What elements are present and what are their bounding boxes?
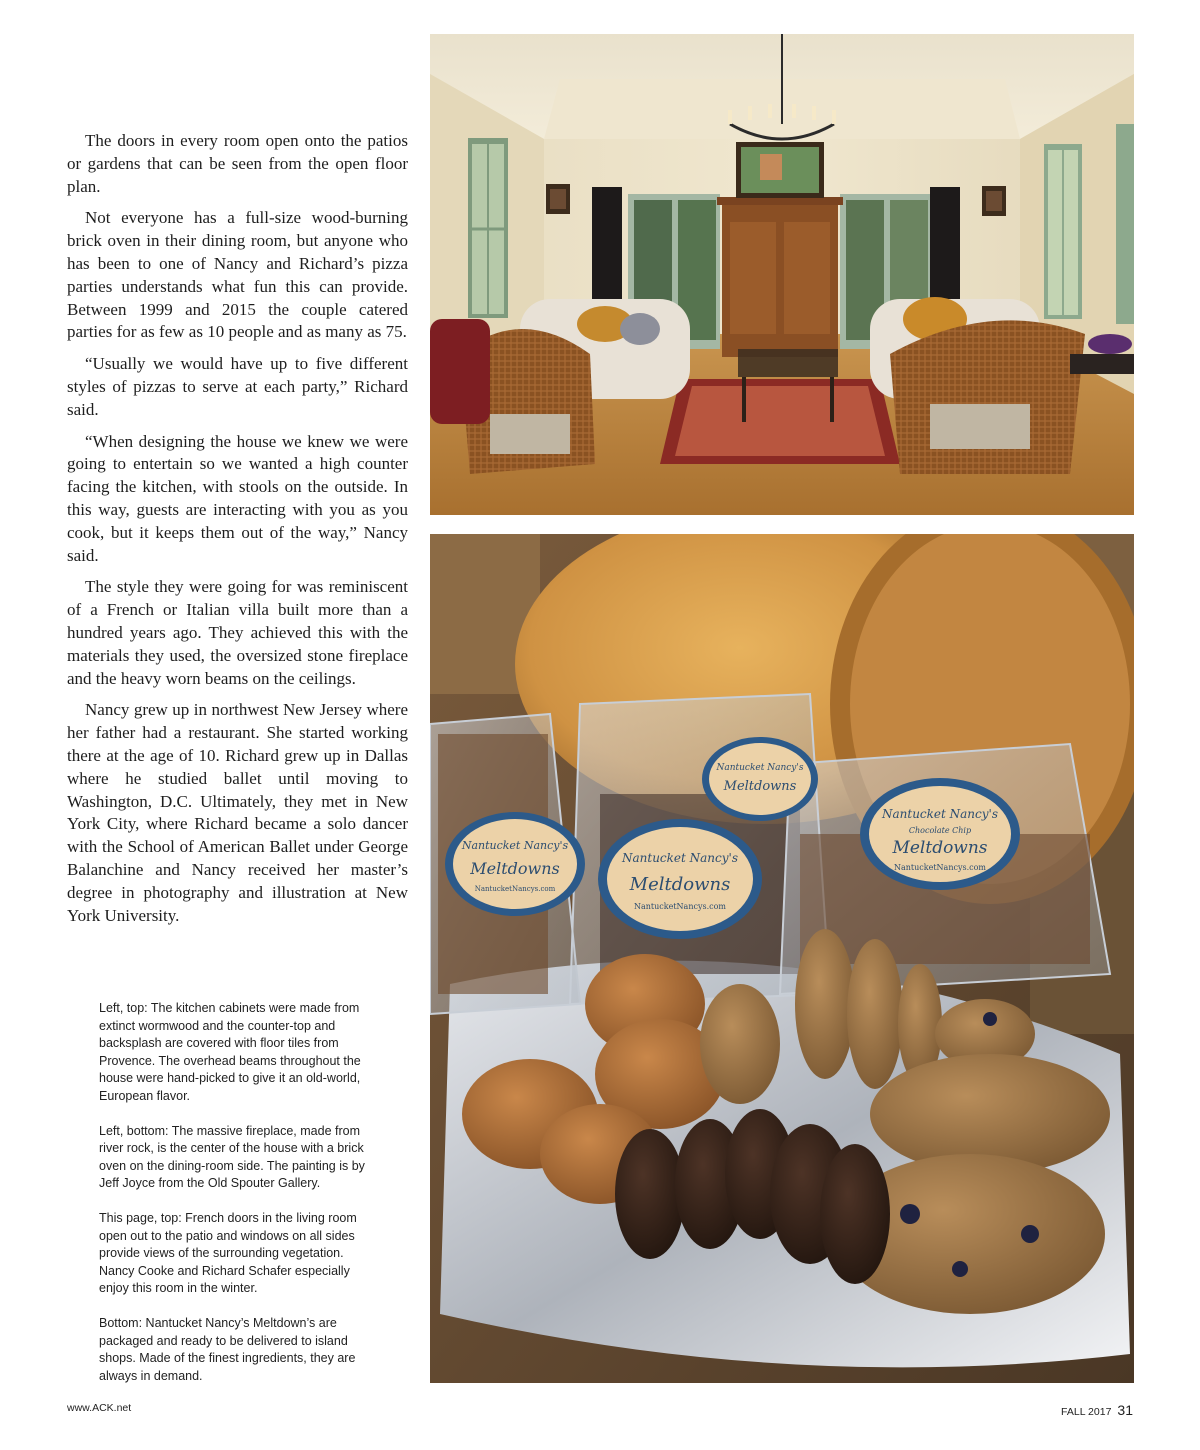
meltdowns-label — [598, 819, 762, 939]
label-product: Meltdowns — [629, 874, 731, 895]
label-brand: Nantucket Nancy's — [716, 763, 804, 773]
footer-issue — [1061, 1402, 1133, 1418]
paragraph: “Usually we would have up to five different styles of pizzas to serve at each party,” Richard said. — [67, 354, 408, 419]
meltdowns-label — [702, 737, 818, 821]
label-brand: Nantucket Nancy's — [621, 851, 739, 865]
article-body — [67, 130, 408, 936]
label-product: Meltdowns — [892, 838, 988, 858]
photo-captions — [99, 1000, 376, 1402]
caption-left-bottom: Left, bottom: The massive fireplace, made from river rock, is the center of the house with a brick oven on the dining-room side. The painting is by Jeff Joyce from the Old Spouter Gallery. — [99, 1123, 365, 1191]
paragraph: The style they were going for was reminiscent of a French or Italian villa built more than a hundred years ago. They achieved this with the materials they used, the oversized stone fireplace and the heavy worn beams on the ceilings. — [67, 577, 408, 688]
label-url: NantucketNancys.com — [474, 885, 556, 893]
label-product: Meltdowns — [470, 859, 560, 878]
label-tagline: Chocolate Chip — [908, 826, 972, 835]
page-number: 31 — [1117, 1402, 1133, 1418]
paragraph: Nancy grew up in northwest New Jersey where her father had a restaurant. She started working there at the age of 10. Richard grew up in Dallas where he studied ballet until moving to Washington, D.C. Ultimately, they met in New York City, where Richard became a solo dancer with the School of American Ballet under George Balanchine and Nancy received her master’s degree in photography and illustration at New York University. — [67, 700, 408, 925]
label-brand: Nantucket Nancy's — [881, 807, 999, 821]
meltdowns-photo — [430, 534, 1134, 1383]
caption-bottom: Bottom: Nantucket Nancy’s Meltdown’s are packaged and ready to be delivered to island shops. Made of the finest ingredients, they are always in demand. — [99, 1315, 356, 1383]
issue-label: FALL 2017 — [1061, 1406, 1112, 1418]
label-brand: Nantucket Nancy's — [461, 839, 569, 852]
label-product: Meltdowns — [723, 779, 797, 794]
living-room-photo — [430, 34, 1134, 515]
caption-this-page-top: This page, top: French doors in the living room open out to the patio and windows on all sides provide views of the surrounding vegetation. Nancy Cooke and Richard Schafer especially enjoy this room in the winter. — [99, 1210, 357, 1296]
label-url: NantucketNancys.com — [633, 902, 727, 911]
paragraph: The doors in every room open onto the patios or gardens that can be seen from the open floor plan. — [67, 131, 408, 196]
meltdowns-label — [445, 812, 585, 916]
label-url: NantucketNancys.com — [893, 863, 987, 872]
paragraph: “When designing the house we knew we were going to entertain so we wanted a high counter facing the kitchen, with stools on the outside. In this way, guests are interacting with you as you cook, but it keeps them out of the way,” Nancy said. — [67, 431, 408, 565]
caption-left-top: Left, top: The kitchen cabinets were made from extinct wormwood and the counter-top and backsplash are covered with floor tiles from Provence. The overhead beams throughout the house were hand-picked to give it an old-world, European flavor. — [99, 1001, 361, 1103]
meltdowns-label — [860, 778, 1020, 890]
footer-website: www.ACK.net — [67, 1402, 132, 1414]
paragraph: Not everyone has a full-size wood-burning brick oven in their dining room, but anyone who has been to one of Nancy and Richard’s pizza parties understands what fun this can provide. Between 1999 and 2015 the couple catered parties for as few as 10 people and as many as 75. — [67, 208, 408, 342]
